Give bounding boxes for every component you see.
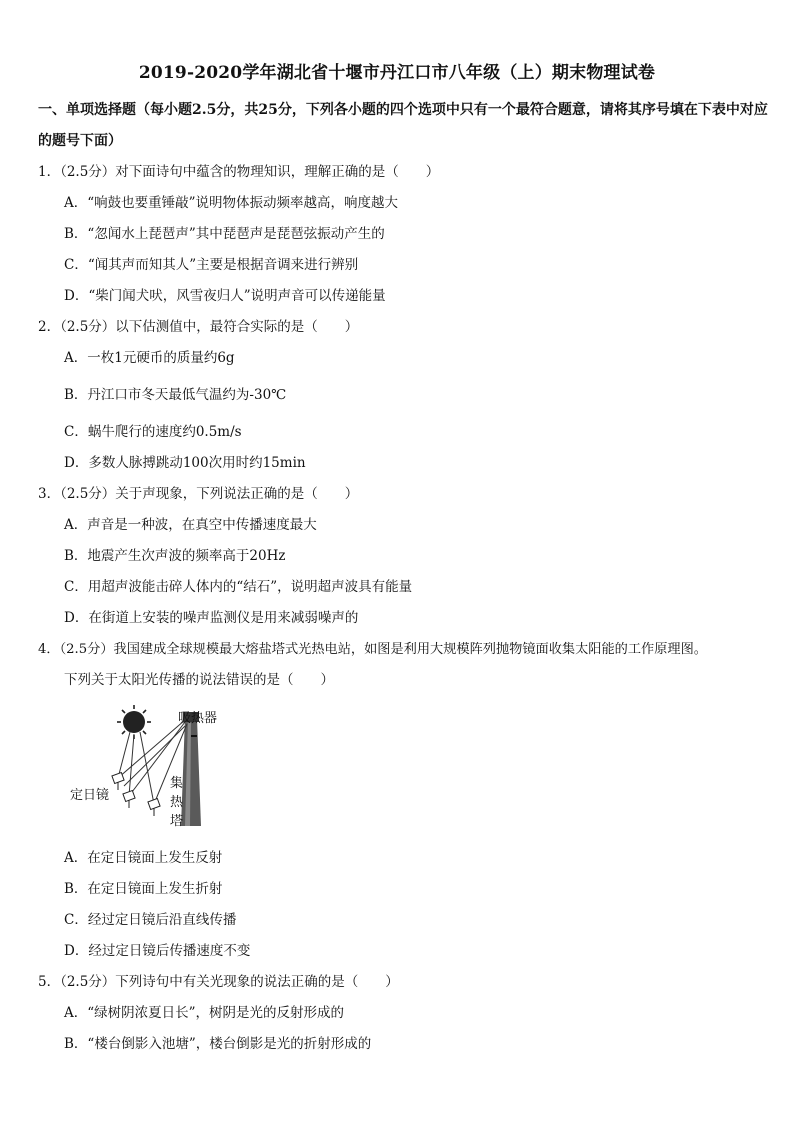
question-4-stem-continued: 下列关于太阳光传播的说法错误的是（ ） xyxy=(64,672,334,688)
question-1-option-c: C．“闻其声而知其人”主要是根据音调来进行辨别 xyxy=(64,257,359,273)
question-3-option-c: C．用超声波能击碎人体内的“结石”，说明超声波具有能量 xyxy=(64,579,413,595)
sun-icon xyxy=(117,705,151,739)
tower-label-2: 热 xyxy=(170,795,184,810)
solar-tower-figure xyxy=(64,700,234,830)
question-5-option-b: B．“楼台倒影入池塘”，楼台倒影是光的折射形成的 xyxy=(64,1036,372,1052)
heliostat-mirrors xyxy=(112,773,160,816)
question-4-option-d: D．经过定日镜后传播速度不变 xyxy=(64,943,251,959)
question-1-option-d: D．“柴门闻犬吠，风雪夜归人”说明声音可以传递能量 xyxy=(64,288,386,304)
question-2-option-d: D．多数人脉搏跳动100次用时约15min xyxy=(64,455,306,471)
question-4-option-a: A．在定日镜面上发生反射 xyxy=(64,850,223,866)
question-2-stem: 2．（2.5分）以下估测值中，最符合实际的是（ ） xyxy=(38,319,359,335)
question-2-option-a: A．一枚1元硬币的质量约6g xyxy=(64,350,235,366)
question-2-option-c: C．蜗牛爬行的速度约0.5m/s xyxy=(64,424,242,440)
question-5-option-a: A．“绿树阴浓夏日长”，树阴是光的反射形成的 xyxy=(64,1005,345,1021)
question-3-stem: 3．（2.5分）关于声现象，下列说法正确的是（ ） xyxy=(38,486,359,502)
question-2-option-b: B．丹江口市冬天最低气温约为-30℃ xyxy=(64,387,287,403)
question-3-option-d: D．在街道上安装的噪声监测仪是用来减弱噪声的 xyxy=(64,610,359,626)
absorber-label: 吸热器 xyxy=(178,711,218,726)
question-4-stem: 4．（2.5分）我国建成全球规模最大熔盐塔式光热电站，如图是利用大规模阵列抛物镜面收集太阳能的工作原理图。 xyxy=(38,642,707,657)
question-3-option-a: A．声音是一种波，在真空中传播速度最大 xyxy=(64,517,317,533)
question-1-option-a: A．“响鼓也要重锤敲”说明物体振动频率越高，响度越大 xyxy=(64,195,399,211)
question-4-option-b: B．在定日镜面上发生折射 xyxy=(64,881,223,897)
question-3-option-b: B．地震产生次声波的频率高于20Hz xyxy=(64,548,286,564)
page-title: 2019-2020学年湖北省十堰市丹江口市八年级（上）期末物理试卷 xyxy=(138,63,656,83)
tower-label-1: 集 xyxy=(170,776,184,791)
section-heading: 一、单项选择题（每小题2.5分，共25分，下列各小题的四个选项中只有一个最符合题意，请将其序号填在下表中对应的题号下面） xyxy=(38,102,768,149)
question-1-stem: 1．（2.5分）对下面诗句中蕴含的物理知识，理解正确的是（ ） xyxy=(38,164,440,180)
question-4-option-c: C．经过定日镜后沿直线传播 xyxy=(64,912,237,928)
tower-label-3: 塔 xyxy=(170,814,184,829)
heliostat-label: 定日镜 xyxy=(70,788,110,803)
question-5-stem: 5．（2.5分）下列诗句中有关光现象的说法正确的是（ ） xyxy=(38,974,399,990)
heat-collecting-tower xyxy=(181,712,201,826)
question-1-option-b: B．“忽闻水上琵琶声”其中琵琶声是琵琶弦振动产生的 xyxy=(64,226,385,242)
